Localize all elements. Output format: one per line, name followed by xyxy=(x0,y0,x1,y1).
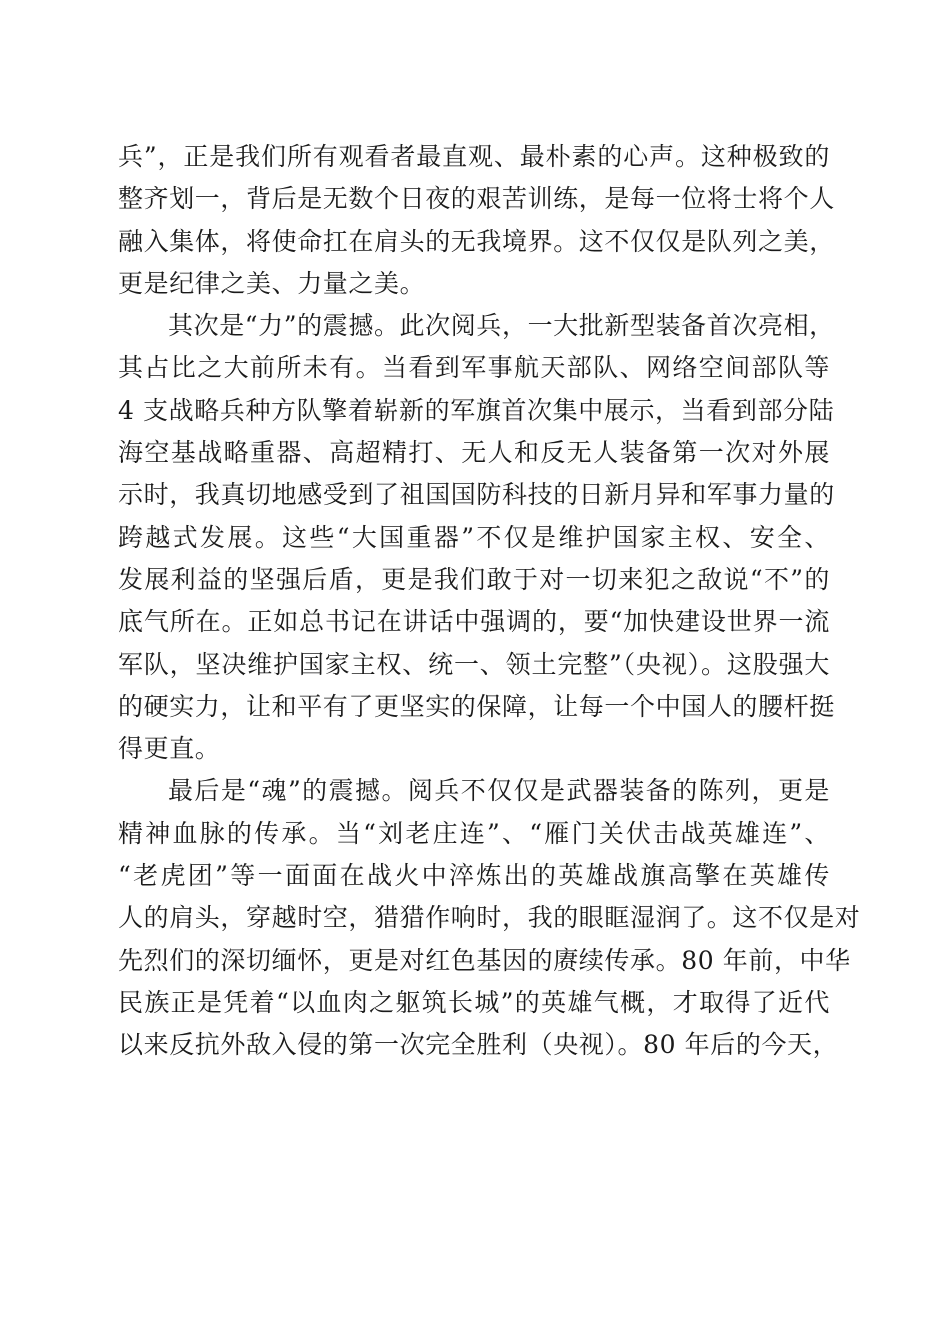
text-line: 民族正是凭着“以血肉之躯筑长城”的英雄气概，才取得了近代 xyxy=(118,987,830,1017)
text-line: 其占比之大前所未有。当看到军事航天部队、网络空间部队等 xyxy=(118,353,830,383)
text-line: 整齐划一，背后是无数个日夜的艰苦训练，是每一位将士将个人 xyxy=(118,184,835,214)
text-line: 海空基战略重器、高超精打、无人和反无人装备第一次对外展 xyxy=(118,438,830,468)
text-line: 其次是“力”的震撼。此次阅兵，一大批新型装备首次亮相， xyxy=(168,311,835,341)
text-line: 发展利益的坚强后盾，更是我们敢于对一切来犯之敌说“不”的 xyxy=(118,564,830,594)
paragraph xyxy=(118,305,835,770)
text-line: 底气所在。正如总书记在讲话中强调的，要“加快建设世界一流 xyxy=(118,607,830,637)
text-line: 军队，坚决维护国家主权、统一、领土完整”（央视）。这股强大 xyxy=(118,649,830,679)
text-line: 以来反抗外敌入侵的第一次完全胜利（央视）。80 年后的今天， xyxy=(118,1030,839,1060)
text-line: 兵”，正是我们所有观看者最直观、最朴素的心声。这种极致的 xyxy=(118,142,830,171)
text-line: 得更直。 xyxy=(118,734,221,764)
text-line: 人的肩头，穿越时空，猎猎作响时，我的眼眶湿润了。这不仅是对 xyxy=(118,903,861,933)
text-line: 的硬实力，让和平有了更坚实的保障，让每一个中国人的腰杆挺 xyxy=(118,691,835,721)
text-line: 跨越式发展。这些“大国重器”不仅是维护国家主权、安全、 xyxy=(118,522,830,552)
text-line: 融入集体，将使命扛在肩头的无我境界。这不仅仅是队列之美， xyxy=(118,226,835,256)
text-line: 先烈们的深切缅怀，更是对红色基因的赓续传承。80 年前，中华 xyxy=(118,945,851,975)
text-line: 最后是“魂”的震撼。阅兵不仅仅是武器装备的陈列，更是 xyxy=(168,776,830,806)
text-line: 4 支战略兵种方队擎着崭新的军旗首次集中展示，当看到部分陆 xyxy=(118,395,835,425)
paragraph xyxy=(118,770,861,1066)
text-line: 示时，我真切地感受到了祖国国防科技的日新月异和军事力量的 xyxy=(118,480,835,510)
text-line: 更是纪律之美、力量之美。 xyxy=(118,268,426,298)
paragraph xyxy=(118,136,835,305)
text-line: “老虎团”等一面面在战火中淬炼出的英雄战旗高擎在英雄传 xyxy=(118,861,830,891)
body-text xyxy=(118,136,861,1067)
text-line: 精神血脉的传承。当“刘老庄连”、“雁门关伏击战英雄连”、 xyxy=(118,818,830,848)
